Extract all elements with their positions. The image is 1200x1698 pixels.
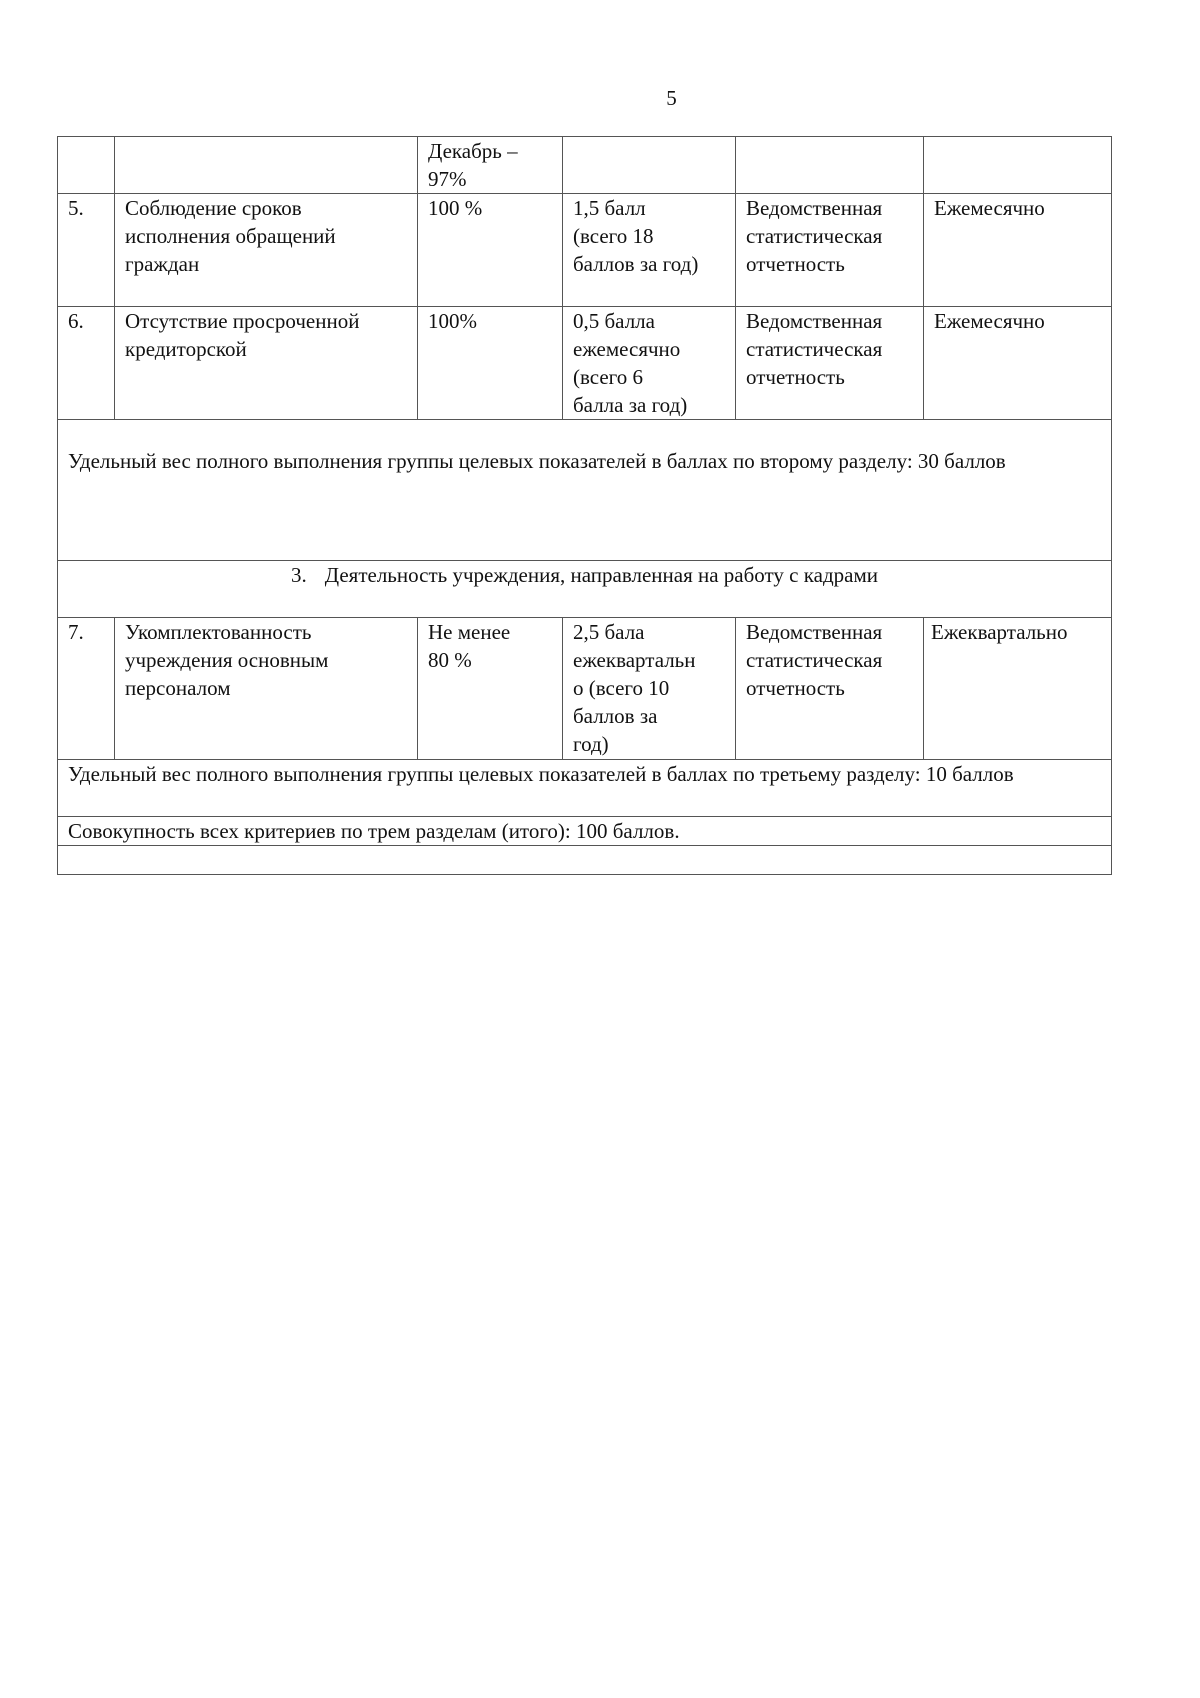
section-3-heading	[58, 561, 1112, 618]
cell-target: 100%	[418, 307, 563, 420]
cell-num	[58, 137, 115, 194]
section-number: 3.	[291, 563, 307, 587]
cell-num: 6.	[58, 307, 115, 420]
cell-indicator: Отсутствие просроченной кредиторской	[115, 307, 418, 420]
cell-score	[563, 137, 736, 194]
summary-row-section-3	[58, 760, 1112, 817]
page-number: 5	[666, 86, 677, 110]
section-heading-row	[58, 561, 1112, 618]
criteria-table	[57, 136, 1112, 875]
summary-row-section-2	[58, 420, 1112, 561]
section-title: Деятельность учреждения, направленная на работу с кадрами	[324, 563, 878, 587]
cell-period: Ежемесячно	[924, 194, 1112, 307]
cell-target: 100 %	[418, 194, 563, 307]
cell-period: Ежеквартально	[924, 618, 1112, 760]
cell-target: Не менее 80 %	[418, 618, 563, 760]
cell-num: 7.	[58, 618, 115, 760]
cell-indicator: Соблюдение сроков исполнения обращений граждан	[115, 194, 418, 307]
cell-source: Ведомственная статистическая отчетность	[736, 307, 924, 420]
cell-source: Ведомственная статистическая отчетность	[736, 618, 924, 760]
total-row	[58, 817, 1112, 846]
cell-num: 5.	[58, 194, 115, 307]
empty-row	[58, 846, 1112, 875]
cell-period: Ежемесячно	[924, 307, 1112, 420]
table-row-7	[58, 618, 1112, 760]
cell-score: 0,5 балла ежемесячно (всего 6 балла за год)	[563, 307, 736, 420]
total-text: Совокупность всех критериев по трем разделам (итого): 100 баллов.	[58, 817, 1112, 846]
summary-section-3: Удельный вес полного выполнения группы целевых показателей в баллах по третьему разделу: 10 баллов	[58, 760, 1112, 817]
summary-section-2: Удельный вес полного выполнения группы целевых показателей в баллах по второму разделу: 30 баллов	[58, 420, 1112, 561]
cell-target: Декабрь – 97%	[418, 137, 563, 194]
empty-cell	[58, 846, 1112, 875]
cell-period	[924, 137, 1112, 194]
table-row-continuation	[58, 137, 1112, 194]
cell-source: Ведомственная статистическая отчетность	[736, 194, 924, 307]
table-row-6	[58, 307, 1112, 420]
table-row-5	[58, 194, 1112, 307]
cell-score: 2,5 бала ежеквартальн о (всего 10 баллов за год)	[563, 618, 736, 760]
cell-score: 1,5 балл (всего 18 баллов за год)	[563, 194, 736, 307]
cell-indicator	[115, 137, 418, 194]
cell-indicator: Укомплектованность учреждения основным персоналом	[115, 618, 418, 760]
cell-source	[736, 137, 924, 194]
